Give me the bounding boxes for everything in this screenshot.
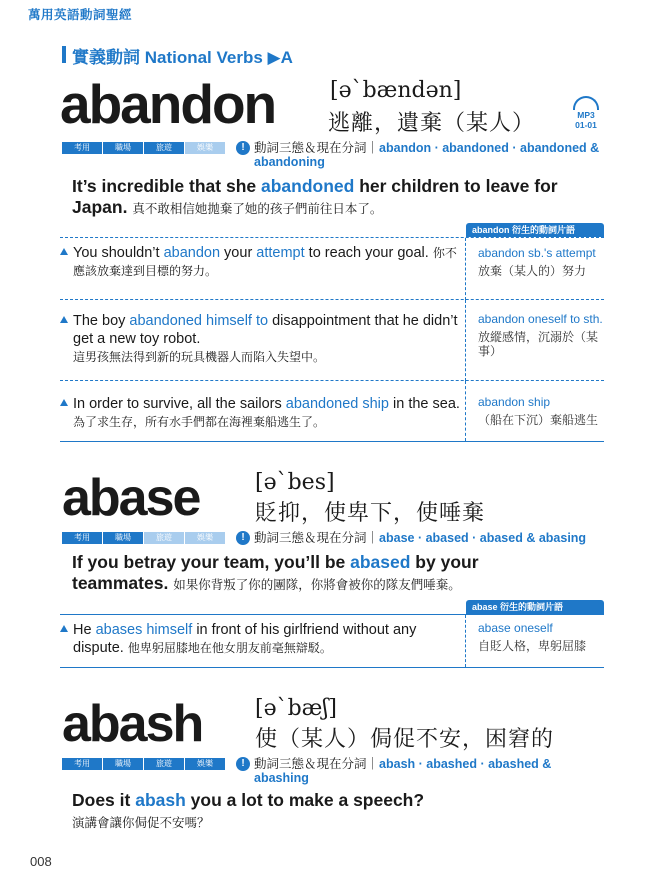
meaning: 使（某人）侷促不安，困窘的 <box>255 726 555 751</box>
main-example-highlight: abandoned <box>260 176 355 196</box>
phrase-box-label: abase 衍生的動詞片語 <box>466 600 604 614</box>
headword: abash <box>62 695 203 753</box>
main-example-text: It’s incredible that she <box>72 176 261 196</box>
bullet-triangle-icon <box>60 248 68 255</box>
conjugation: 動詞三態＆現在分詞｜abash · abashed · abashed & abashing <box>254 757 552 785</box>
main-example-translation: 演講會讓你侷促不安嗎？ <box>72 816 210 830</box>
phonetic: [əˋbes] <box>255 470 335 495</box>
bullet-triangle-icon <box>60 625 68 632</box>
conjugation-label: 動詞三態＆現在分詞 <box>254 141 367 155</box>
main-example-text: you a lot to make a speech? <box>185 790 425 810</box>
headword: abase <box>62 469 200 527</box>
tag-entertainment: 娛樂 <box>185 532 225 544</box>
phrase: abandon sb.'s attempt <box>478 246 596 260</box>
bullet-triangle-icon <box>60 399 68 406</box>
phrase: abase oneself <box>478 621 553 635</box>
usage-tags <box>62 142 226 154</box>
section-marker <box>62 46 66 63</box>
phrase-box-label: abandon 衍生的動詞片語 <box>466 223 604 237</box>
example-sentence: He abases himself in front of his girlfriend without any dispute. 他卑躬屈膝地在他女朋友前毫無辯駁。 <box>73 622 417 656</box>
info-icon: ! <box>236 141 250 155</box>
conjugation-label: 動詞三態＆現在分詞 <box>254 531 367 545</box>
column-divider <box>465 238 466 300</box>
main-example-text: her children to leave for Japan. <box>72 176 558 217</box>
tag-work: 職場 <box>103 758 143 770</box>
mp3-track: 01-01 <box>575 120 597 130</box>
example-row <box>60 237 604 300</box>
example-sentence: You shouldn’t abandon your attempt to reach your goal. 你不應該放棄達到目標的努力。 <box>73 245 457 278</box>
meaning: 貶抑，使卑下，使唾棄 <box>255 500 486 525</box>
tag-entertainment: 娛樂 <box>185 758 225 770</box>
phonetic: [əˋbændən] <box>330 78 462 103</box>
example-sentence: The boy abandoned himself to disappointment that he didn’t get a new toy robot. 這男孩無法得到新的玩具機器人而陷入失望中。 <box>73 313 458 364</box>
main-example-highlight: abased <box>350 552 411 572</box>
headphones-icon <box>573 96 599 110</box>
tag-exam: 考用 <box>62 532 102 544</box>
mp3-badge[interactable] <box>571 96 601 130</box>
section-title: 實義動詞 National Verbs ▶A <box>72 48 293 67</box>
tag-travel: 旅遊 <box>144 758 184 770</box>
example-sentence: In order to survive, all the sailors abandoned ship in the sea. 為了求生存，所有水手們都在海裡棄船逃生了。 <box>73 396 460 429</box>
example-row <box>60 614 604 668</box>
column-divider <box>465 615 466 667</box>
tag-work: 職場 <box>103 532 143 544</box>
conjugation-forms: abase · abased · abased & abasing <box>379 531 587 545</box>
main-example-text: Does it <box>72 790 136 810</box>
example-row <box>60 380 604 442</box>
tag-exam: 考用 <box>62 142 102 154</box>
column-divider <box>465 300 466 381</box>
info-icon: ! <box>236 531 250 545</box>
conjugation-forms: abash · abashed · abashed & abashing <box>254 757 552 785</box>
phrase-translation: 放棄（某人的）努力 <box>478 264 587 278</box>
tag-exam: 考用 <box>62 758 102 770</box>
main-example-text: If you betray your team, you’ll be <box>72 552 351 572</box>
main-example <box>72 552 542 596</box>
conjugation: 動詞三態＆現在分詞｜abandon · abandoned · abandoned & abandoning <box>254 141 600 169</box>
tag-travel: 旅遊 <box>144 532 184 544</box>
phonetic: [əˋbæʃ] <box>255 696 337 721</box>
usage-tags <box>62 532 226 544</box>
conjugation-forms: abandon · abandoned · abandoned & abandoning <box>254 141 600 169</box>
main-example-text: by your teammates. <box>72 552 479 593</box>
mp3-label: MP3 <box>577 110 595 120</box>
phrase: abandon ship <box>478 395 551 409</box>
tag-work: 職場 <box>103 142 143 154</box>
phrase: abandon oneself to sth. <box>478 312 603 326</box>
column-divider <box>465 381 466 441</box>
meaning: 逃離，遺棄（某人） <box>328 110 536 135</box>
info-icon: ! <box>236 757 250 771</box>
phrase-translation: 自貶人格，卑躬屈膝 <box>478 639 587 653</box>
main-example-highlight: abash <box>135 790 186 810</box>
usage-tags <box>62 758 226 770</box>
tag-entertainment: 娛樂 <box>185 142 225 154</box>
headword: abandon <box>60 73 276 135</box>
page-number: 008 <box>30 854 52 869</box>
main-example <box>72 176 612 220</box>
main-example <box>72 790 612 834</box>
book-title: 萬用英語動詞聖經 <box>28 8 133 22</box>
phrase-translation: （船在下沉）棄船逃生 <box>478 413 599 427</box>
conjugation-label: 動詞三態＆現在分詞 <box>254 757 367 771</box>
phrase-translation: 放縱感情，沉溺於（某事） <box>478 330 599 358</box>
bullet-triangle-icon <box>60 316 68 323</box>
example-row <box>60 299 604 381</box>
conjugation: 動詞三態＆現在分詞｜abase · abased · abased & abasing <box>254 531 587 545</box>
main-example-translation: 如果你背叛了你的團隊，你將會被你的隊友們唾棄。 <box>173 578 461 592</box>
main-example-translation: 真不敢相信她拋棄了她的孩子們前往日本了。 <box>132 202 383 216</box>
tag-travel: 旅遊 <box>144 142 184 154</box>
